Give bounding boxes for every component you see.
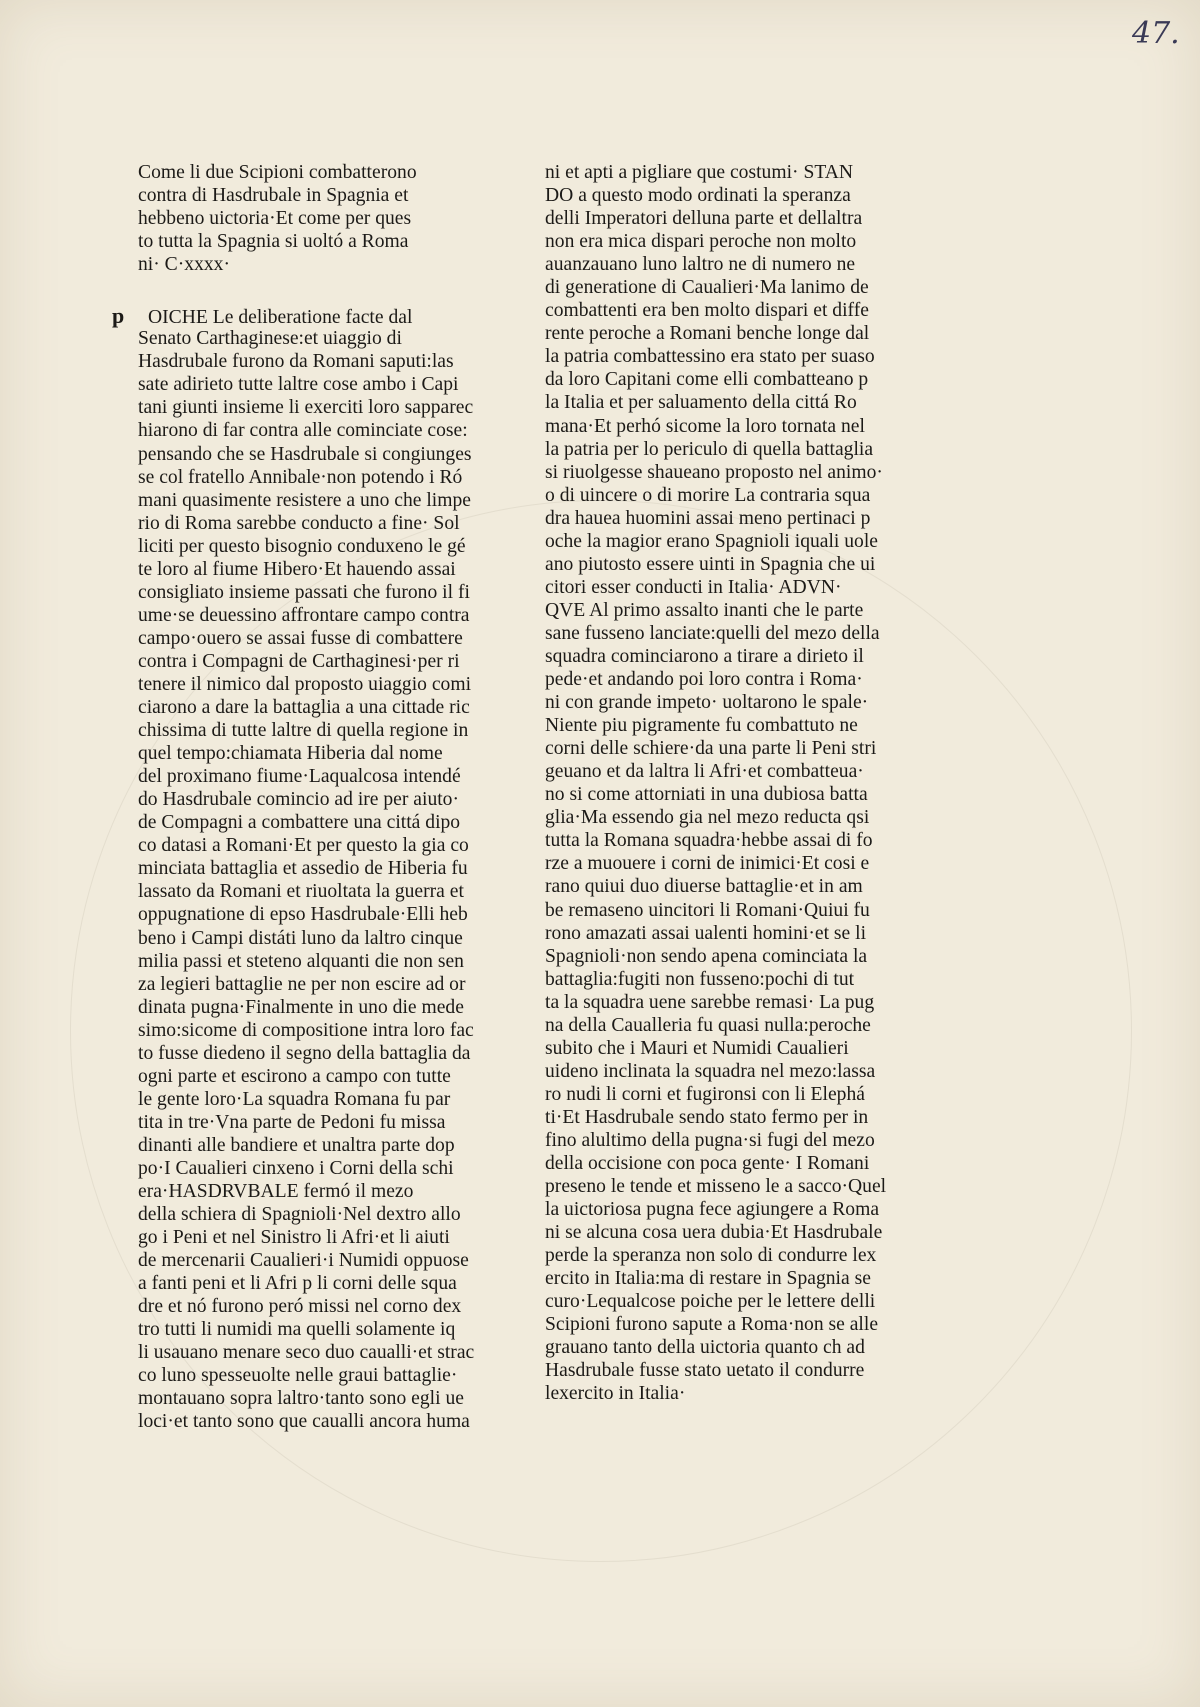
text-line: Niente piu pigramente fu combattuto ne <box>545 715 858 737</box>
text-line: rio di Roma sarebbe conducto a fine· Sol <box>138 512 460 534</box>
text-line: la Italia et per saluamento della cittá Ro <box>545 392 857 414</box>
text-line: della schiera di Spagnioli·Nel dextro allo <box>138 1204 461 1226</box>
heading-line: hebbeno uictoria·Et come per ques <box>138 208 412 230</box>
initial-letter: p <box>112 303 125 329</box>
text-line: dre et nó furono peró missi nel corno dex <box>138 1296 462 1318</box>
text-line: curo·Lequalcose poiche per le lettere delli <box>545 1291 876 1313</box>
text-line: oche la magior erano Spagnioli iquali uole <box>545 530 878 552</box>
text-line: uideno inclinata la squadra nel mezo:lassa <box>545 1060 876 1082</box>
text-line: dinanti alle bandiere et unaltra parte dop <box>138 1134 455 1156</box>
text-line: o di uincere o di morire La contraria squa <box>545 484 871 506</box>
text-line: non era mica dispari peroche non molto <box>545 231 857 253</box>
text-line: consigliato insieme passati che furono il fi <box>138 581 470 603</box>
text-line: DO a questo modo ordinati la speranza <box>545 185 851 207</box>
text-line: era·HASDRVBALE fermó il mezo <box>138 1181 414 1203</box>
text-line: rente peroche a Romani benche longe dal <box>545 323 870 345</box>
text-line: po·I Caualieri cinxeno i Corni della schi <box>138 1157 454 1179</box>
text-line: na della Caualleria fu quasi nulla:peroche <box>545 1014 871 1036</box>
text-line: Hasdrubale fusse stato uetato il condurre <box>545 1360 865 1382</box>
text-line: preseno le tende et misseno le a sacco·Quel <box>545 1176 887 1198</box>
text-line: be remaseno uincitori li Romani·Quiui fu <box>545 899 870 921</box>
text-line: la patria per lo periculo di quella battaglia <box>545 438 874 460</box>
folio-number: 47. <box>1132 16 1180 51</box>
text-line: rono amazati assai ualenti homini·et se li <box>545 922 867 944</box>
text-line: subito che i Mauri et Numidi Caualieri <box>545 1037 849 1059</box>
first-text-line <box>112 303 454 329</box>
text-line: de Compagni a combattere una cittá dipo <box>138 812 461 834</box>
heading-line: Come li due Scipioni combatterono <box>138 162 417 183</box>
text-line: no si come attorniati in una dubiosa batta <box>545 784 868 806</box>
text-line: co datasi a Romani·Et per questo la gia co <box>138 835 469 857</box>
text-line: li usauano menare seco duo caualli·et strac <box>138 1342 475 1364</box>
text-line: minciata battaglia et assedio de Hiberia fu <box>138 858 468 880</box>
text-line: se col fratello Annibale·non potendo i Ró <box>138 466 463 488</box>
text-line: ti·Et Hasdrubale sendo stato fermo per in <box>545 1106 869 1128</box>
heading-line: to tutta la Spagnia si uoltó a Roma <box>138 231 409 253</box>
text-line: beno i Campi distáti luno da laltro cinque <box>138 927 463 949</box>
text-line: ercito in Italia:ma di restare in Spagnia se <box>545 1268 871 1290</box>
text-line: grauano tanto della uictoria quanto ch ad <box>545 1337 865 1359</box>
text-line: Senato Carthaginese:et uiaggio di <box>138 328 402 350</box>
text-line: sate adirieto tutte laltre cose ambo i Capi <box>138 374 459 396</box>
text-line: Hasdrubale furono da Romani saputi:las <box>138 351 454 373</box>
text-line: campo·ouero se assai fusse di combattere <box>138 627 463 649</box>
text-line: glia·Ma essendo gia nel mezo reducta qsi <box>545 807 870 829</box>
text-line: de mercenarii Caualieri·i Numidi oppuose <box>138 1250 469 1272</box>
text-line: ta la squadra uene sarebbe remasi· La pug <box>545 991 875 1013</box>
text-line: tita in tre·Vna parte de Pedoni fu missa <box>138 1111 446 1133</box>
text-line: co luno spesseuolte nelle graui battaglie· <box>138 1365 458 1387</box>
text-line: za legieri battaglie ne per non escire ad or <box>138 973 466 995</box>
text-line: combattenti era ben molto dispari et diffe <box>545 300 869 322</box>
text-line: ni et apti a pigliare que costumi· STAN <box>545 162 854 183</box>
text-line: Scipioni furono saputе a Roma·non se alle <box>545 1314 879 1336</box>
text-line: si riuolgesse shaueano proposto nel animo· <box>545 461 883 483</box>
text-line: pensando che se Hasdrubale si congiunges <box>138 443 472 465</box>
heading-line: contra di Hasdrubale in Spagnia et <box>138 185 409 207</box>
text-line: della occisione con poca gente· I Romani <box>545 1153 870 1175</box>
text-line: mani quasimente resistere a uno che limpe <box>138 489 471 511</box>
text-line: delli Imperatori delluna parte et dellaltra <box>545 208 863 230</box>
text-line: ano piutosto essere uinti in Spagnia che ui <box>545 553 876 575</box>
text-line: ni se alcuna cosa uera dubia·Et Hasdrubale <box>545 1222 883 1244</box>
heading-last-word: ni· <box>138 254 160 276</box>
text-line: tutta la Romana squadra·hebbe assai di fo <box>545 830 873 852</box>
text-line: corni delle schiere·da una parte li Peni stri <box>545 738 877 760</box>
text-line: del proximano fiume·Laqualcosa intendé <box>138 766 461 788</box>
chapter-heading <box>138 161 454 253</box>
text-line: montauano sopra laltro·tanto sono egli ue <box>138 1388 464 1410</box>
left-body-text <box>112 303 475 1433</box>
text-line: fino alultimo della pugna·si fugi del mezo <box>545 1129 875 1151</box>
text-line: ro nudi li corni et fugironsi con li Elephá <box>545 1083 865 1105</box>
text-line: ume·se deuessino affrontare campo contra <box>138 604 470 626</box>
text-line: simo:sicome di compositione intra loro fac <box>138 1019 474 1041</box>
text-line: geuano et da laltra li Afri·et combatteua· <box>545 761 864 783</box>
text-line: pede·et andando poi loro contra i Roma· <box>545 669 863 691</box>
text-line: loci·et tanto sono que caualli ancora huma <box>138 1411 470 1433</box>
right-column <box>545 161 889 1406</box>
text-line: te loro al fiume Hibero·Et hauendo assai <box>138 558 456 580</box>
text-line: dinata pugna·Finalmente in uno die mede <box>138 996 464 1018</box>
text-line: le gente loro·La squadra Romana fu par <box>138 1088 451 1110</box>
chapter-heading-last-line <box>138 253 454 276</box>
text-line: mana·Et perhó sicome la loro tornata nel <box>545 415 865 437</box>
text-line: ni con grande impeto· uoltarono le spale· <box>545 692 869 714</box>
text-line: Spagnioli·non sendo apena cominciata la <box>545 945 868 967</box>
chapter-number: C·xxxx· <box>164 254 230 276</box>
text-line: rze a muouere i corni de inimici·Et cosi e <box>545 853 870 875</box>
text-line: quel tempo:chiamata Hiberia dal nome <box>138 743 443 765</box>
text-line: rano quiui duo diuerse battaglie·et in am <box>545 876 863 898</box>
text-line: go i Peni et nel Sinistro li Afri·et li aiuti <box>138 1227 450 1249</box>
text-line: oppugnatione di epso Hasdrubale·Elli heb <box>138 904 468 926</box>
text-line: hiarono di far contra alle cominciate cose: <box>138 420 468 442</box>
text-line: do Hasdrubale comincio ad ire per aiuto· <box>138 789 460 811</box>
text-line: tani giunti insieme li exerciti loro sapparec <box>138 397 474 419</box>
text-line: ogni parte et escirono a campo con tutte <box>138 1065 451 1087</box>
text-line: squadra cominciarono a tirare a dirieto il <box>545 645 864 667</box>
text-line: battaglia:fugiti non fusseno:pochi di tut <box>545 968 855 990</box>
text-line: chissima di tutte laltre di quella regione in <box>138 720 469 742</box>
text-line: citori esser conducti in Italia· ADVN· <box>545 576 842 598</box>
text-line: tenere il nimico dal proposto uiaggio comi <box>138 673 472 695</box>
text-line: milia passi et steteno alquanti die non sen <box>138 950 464 972</box>
text-line: la patria combattessino era stato per suaso <box>545 346 875 368</box>
text-line: QVE Al primo assalto inanti che le parte <box>545 599 864 621</box>
text-line: sane fusseno lanciate:quelli del mezo della <box>545 622 880 644</box>
text-line: contra i Compagni de Carthaginesi·per ri <box>138 650 460 672</box>
text-line: a fanti peni et li Afri p li corni delle squa <box>138 1273 457 1295</box>
text-line: di generatione di Caualieri·Ma lanimo de <box>545 277 869 299</box>
left-column <box>112 161 475 1434</box>
text-line: to fusse diedeno il segno della battaglia da <box>138 1042 471 1064</box>
text-line: da loro Capitani come elli combatteano p <box>545 369 869 391</box>
text-line: auanzauano luno laltro ne di numero ne <box>545 254 856 276</box>
text-line: dra hauea huomini assai meno pertinaci p <box>545 507 871 529</box>
text-line: OICHE Le deliberatione facte dal <box>148 307 413 329</box>
text-line: lexercito in Italia· <box>545 1383 686 1405</box>
text-line: ciarono a dare la battaglia a una cittade ric <box>138 697 470 719</box>
text-line: liciti per questo bisognio conduxeno le gé <box>138 535 466 557</box>
text-line: lassato da Romani et riuoltata la guerra et <box>138 881 464 903</box>
text-line: tro tutti li numidi ma quelli solamente iq <box>138 1319 456 1341</box>
text-line: perde la speranza non solo di condurre lex <box>545 1245 877 1267</box>
text-line: la uictoriosa pugna fece agiungere a Roma <box>545 1199 880 1221</box>
